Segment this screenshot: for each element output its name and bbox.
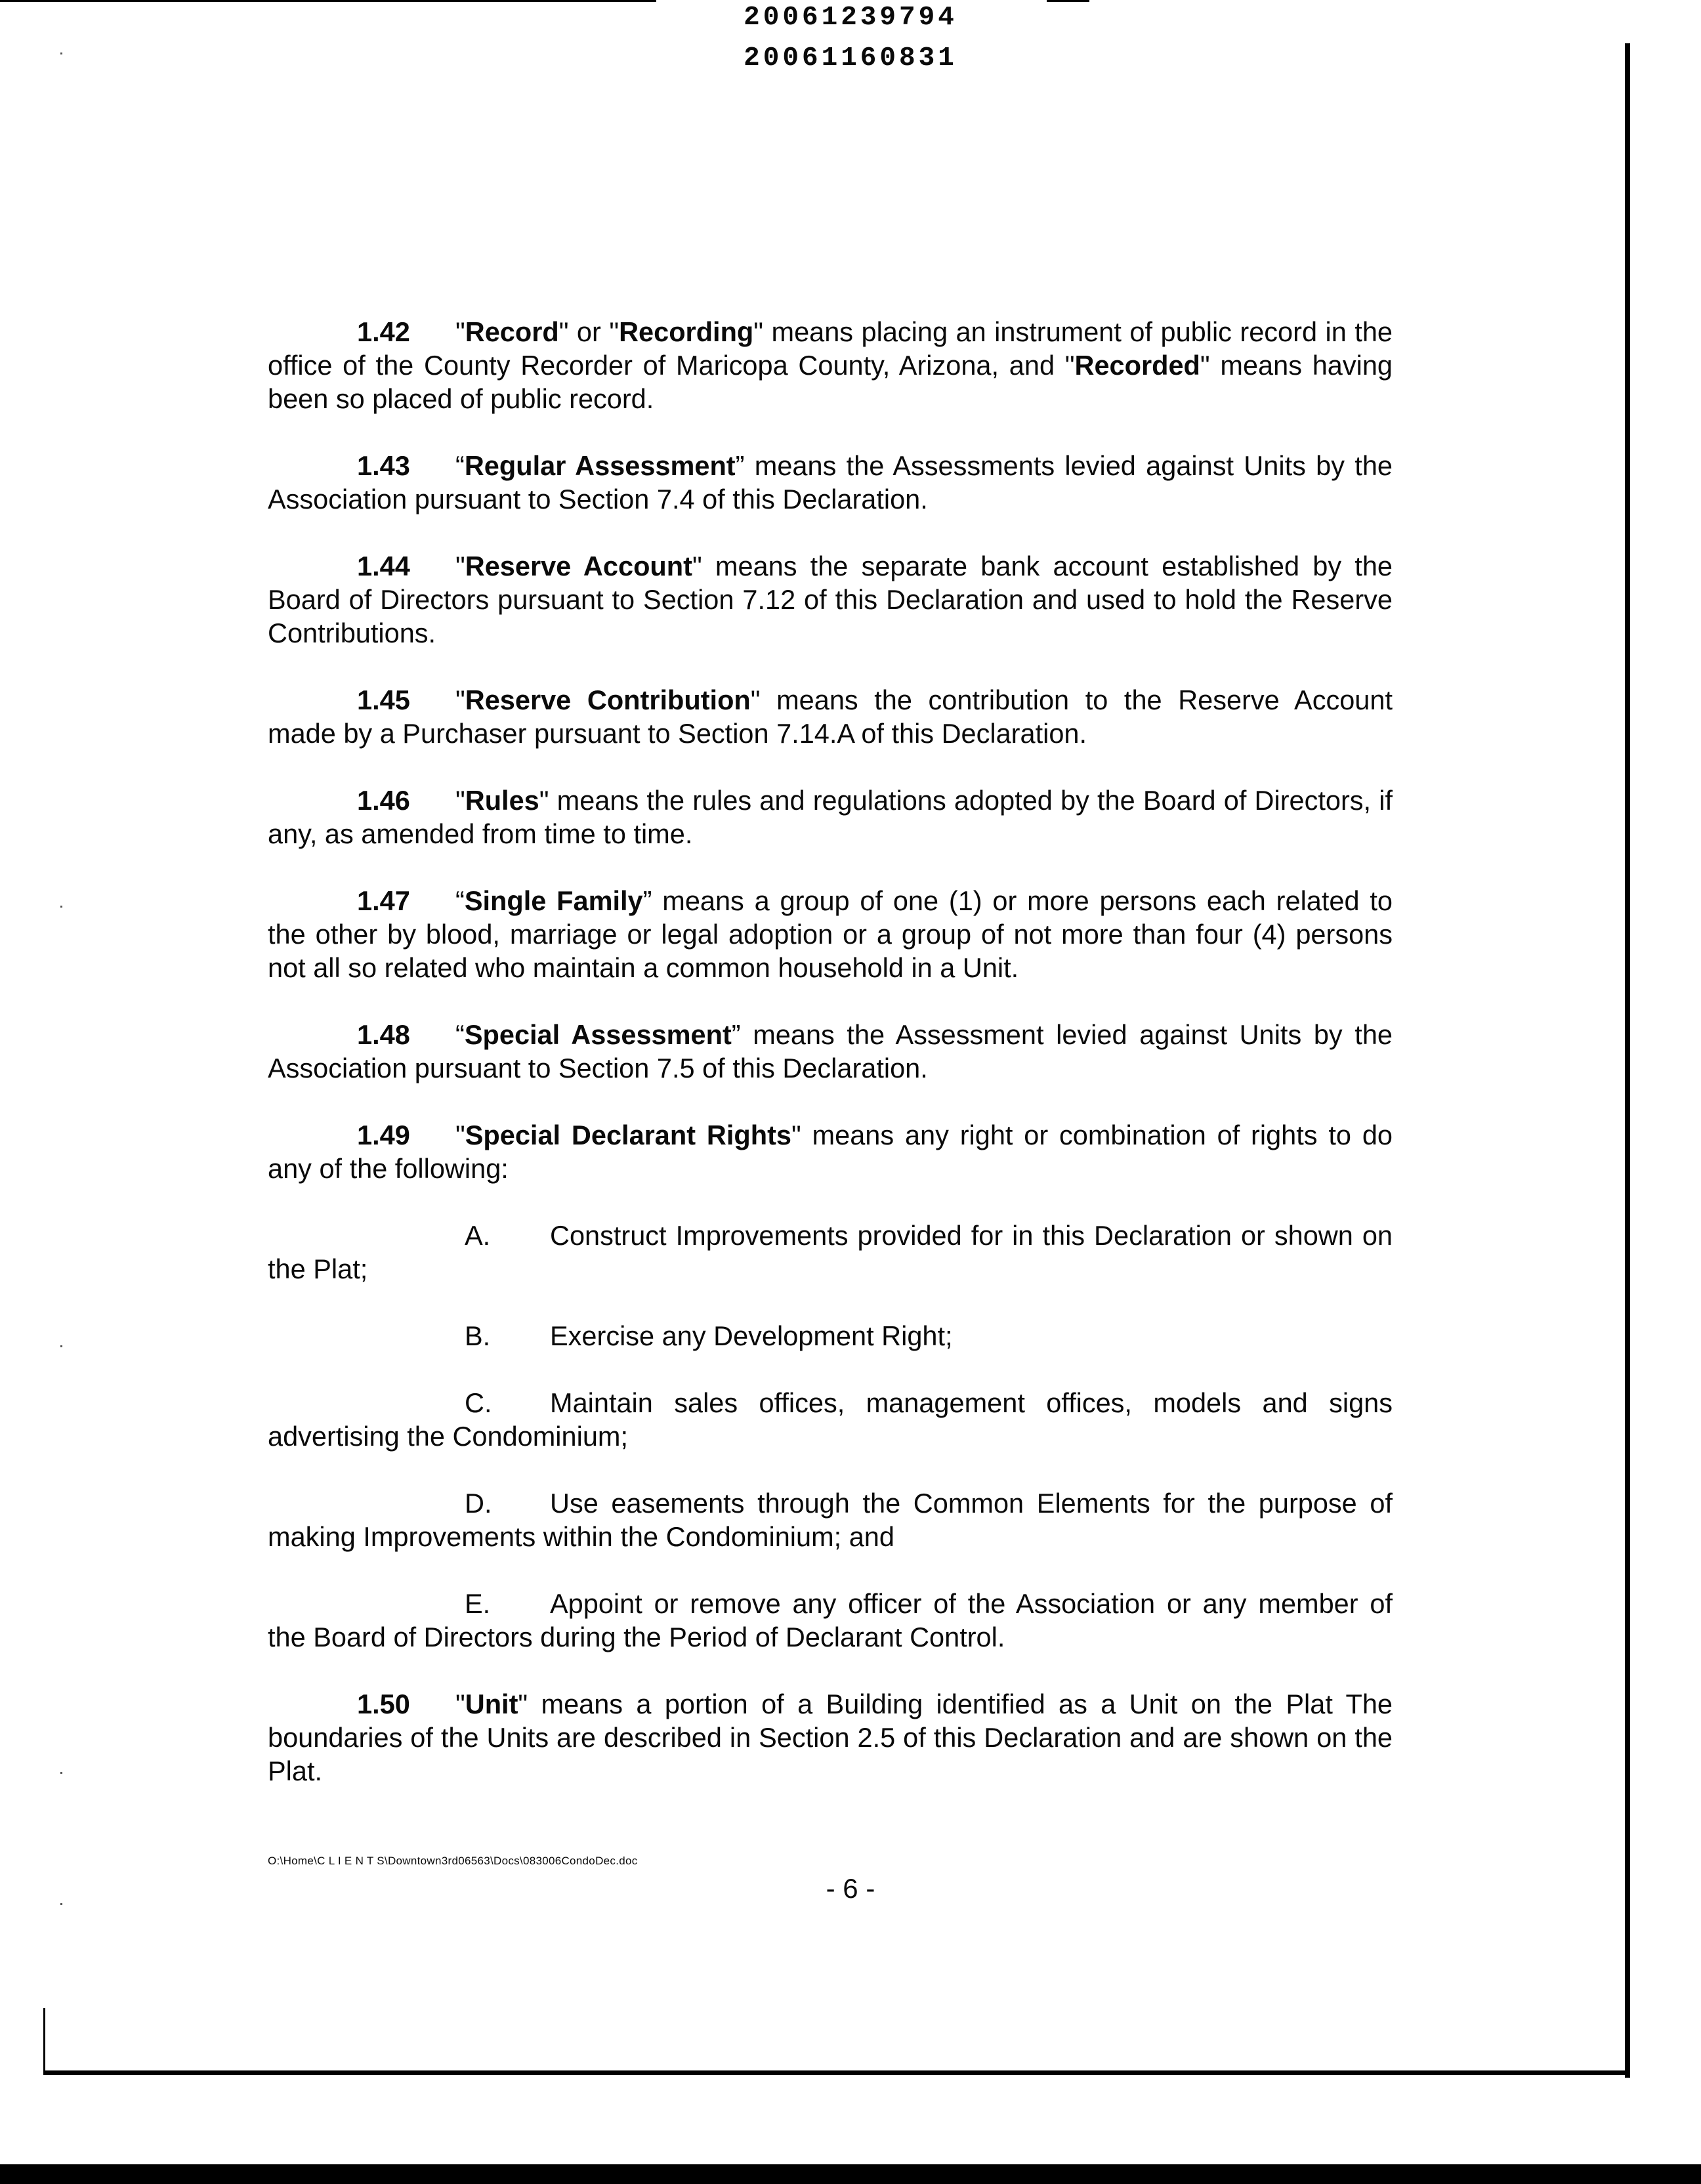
bottom-border bbox=[43, 2070, 1630, 2075]
section-1-46: 1.46 "Rules" means the rules and regulations adopted by the Board of Directors, if any, as amended from time to time. bbox=[268, 785, 1393, 849]
defined-term: Rules bbox=[465, 785, 539, 816]
top-rule-right bbox=[1047, 0, 1089, 2]
subitem-letter: C. bbox=[465, 1387, 492, 1418]
recording-number-1: 20061239794 bbox=[744, 3, 957, 33]
scan-speck bbox=[60, 1772, 62, 1774]
section-number: 1.48 bbox=[357, 1019, 410, 1050]
defined-term: Regular Assessment bbox=[464, 450, 736, 481]
subitem-text: Appoint or remove any officer of the Association or any member of the Board of Directors during the Period of Declarant Control. bbox=[268, 1588, 1393, 1652]
page-number: - 6 - bbox=[826, 1873, 875, 1904]
subitem-c bbox=[268, 1386, 1393, 1453]
scan-speck bbox=[60, 906, 62, 908]
subitem-letter: A. bbox=[465, 1220, 491, 1251]
defined-term: Recorded bbox=[1074, 350, 1200, 381]
right-border bbox=[1625, 43, 1630, 2078]
section-1-44: 1.44 "Reserve Account" means the separate bank account established by the Board of Directors pursuant to Section 7.12 of this Declaration and used to hold the Reserve Contributions. bbox=[268, 551, 1393, 648]
top-rule-left bbox=[0, 0, 656, 2]
bottom-edge-bar bbox=[0, 2164, 1701, 2184]
section-number: 1.50 bbox=[357, 1689, 410, 1719]
recording-number-2: 20061160831 bbox=[744, 43, 957, 74]
defined-term: Reserve Contribution bbox=[465, 684, 751, 715]
bottom-left-tick bbox=[43, 2008, 45, 2074]
defined-term: Recording bbox=[619, 316, 754, 347]
subitem-letter: D. bbox=[465, 1488, 492, 1519]
subitem-a bbox=[268, 1219, 1393, 1286]
defined-term: Unit bbox=[465, 1689, 518, 1719]
defined-term: Special Assessment bbox=[464, 1019, 732, 1050]
section-number: 1.49 bbox=[357, 1120, 410, 1150]
scan-speck bbox=[60, 1345, 62, 1347]
section-number: 1.45 bbox=[357, 684, 410, 715]
subitem-e bbox=[268, 1587, 1393, 1654]
section-number: 1.43 bbox=[357, 450, 410, 481]
subitem-text: Construct Improvements provided for in this Declaration or shown on the Plat; bbox=[268, 1220, 1393, 1284]
file-path-footer: O:\Home\C L I E N T S\Downtown3rd06563\Docs\083006CondoDec.doc bbox=[268, 1855, 638, 1867]
section-1-45: 1.45 "Reserve Contribution" means the contribution to the Reserve Account made by a Purchaser pursuant to Section 7.14.A of this Declaration. bbox=[268, 684, 1393, 749]
defined-term: Record bbox=[465, 316, 559, 347]
section-1-42: 1.42 "Record" or "Recording" means placing an instrument of public record in the office of the County Recorder of Maricopa County, Arizona, and "Recorded" means having been so placed of public record. bbox=[268, 316, 1393, 414]
section-1-49: 1.49 "Special Declarant Rights" means any right or combination of rights to do any of the following: bbox=[268, 1120, 1393, 1184]
defined-term: Reserve Account bbox=[465, 551, 692, 581]
section-1-48: 1.48 “Special Assessment” means the Assessment levied against Units by the Association pursuant to Section 7.5 of this Declaration. bbox=[268, 1019, 1393, 1083]
section-number: 1.42 bbox=[357, 316, 410, 347]
section-1-50: 1.50 "Unit" means a portion of a Building identified as a Unit on the Plat The boundaries of the Units are described in Section 2.5 of this Declaration and are shown on the Plat. bbox=[268, 1689, 1393, 1786]
subitem-letter: B. bbox=[465, 1320, 491, 1351]
defined-term: Special Declarant Rights bbox=[465, 1120, 791, 1150]
section-number: 1.46 bbox=[357, 785, 410, 816]
subitem-text: Exercise any Development Right; bbox=[550, 1320, 953, 1351]
subitem-text: Maintain sales offices, management offices, models and signs advertising the Condominium; bbox=[268, 1387, 1393, 1452]
section-number: 1.44 bbox=[357, 551, 410, 581]
section-1-43: 1.43 “Regular Assessment” means the Assessments levied against Units by the Association pursuant to Section 7.4 of this Declaration. bbox=[268, 450, 1393, 514]
subitem-text: Use easements through the Common Elements for the purpose of making Improvements within the Condominium; and bbox=[268, 1488, 1393, 1552]
defined-term: Single Family bbox=[464, 885, 643, 916]
subitem-d bbox=[268, 1486, 1393, 1553]
subitem-letter: E. bbox=[465, 1588, 491, 1619]
subitem-b bbox=[268, 1319, 1393, 1353]
section-1-47: 1.47 “Single Family” means a group of one (1) or more persons each related to the other by blood, marriage or legal adoption or a group of not more than four (4) persons not all so related who maintain a common household in a Unit. bbox=[268, 885, 1393, 983]
section-number: 1.47 bbox=[357, 885, 410, 916]
document-body bbox=[268, 315, 1393, 1788]
